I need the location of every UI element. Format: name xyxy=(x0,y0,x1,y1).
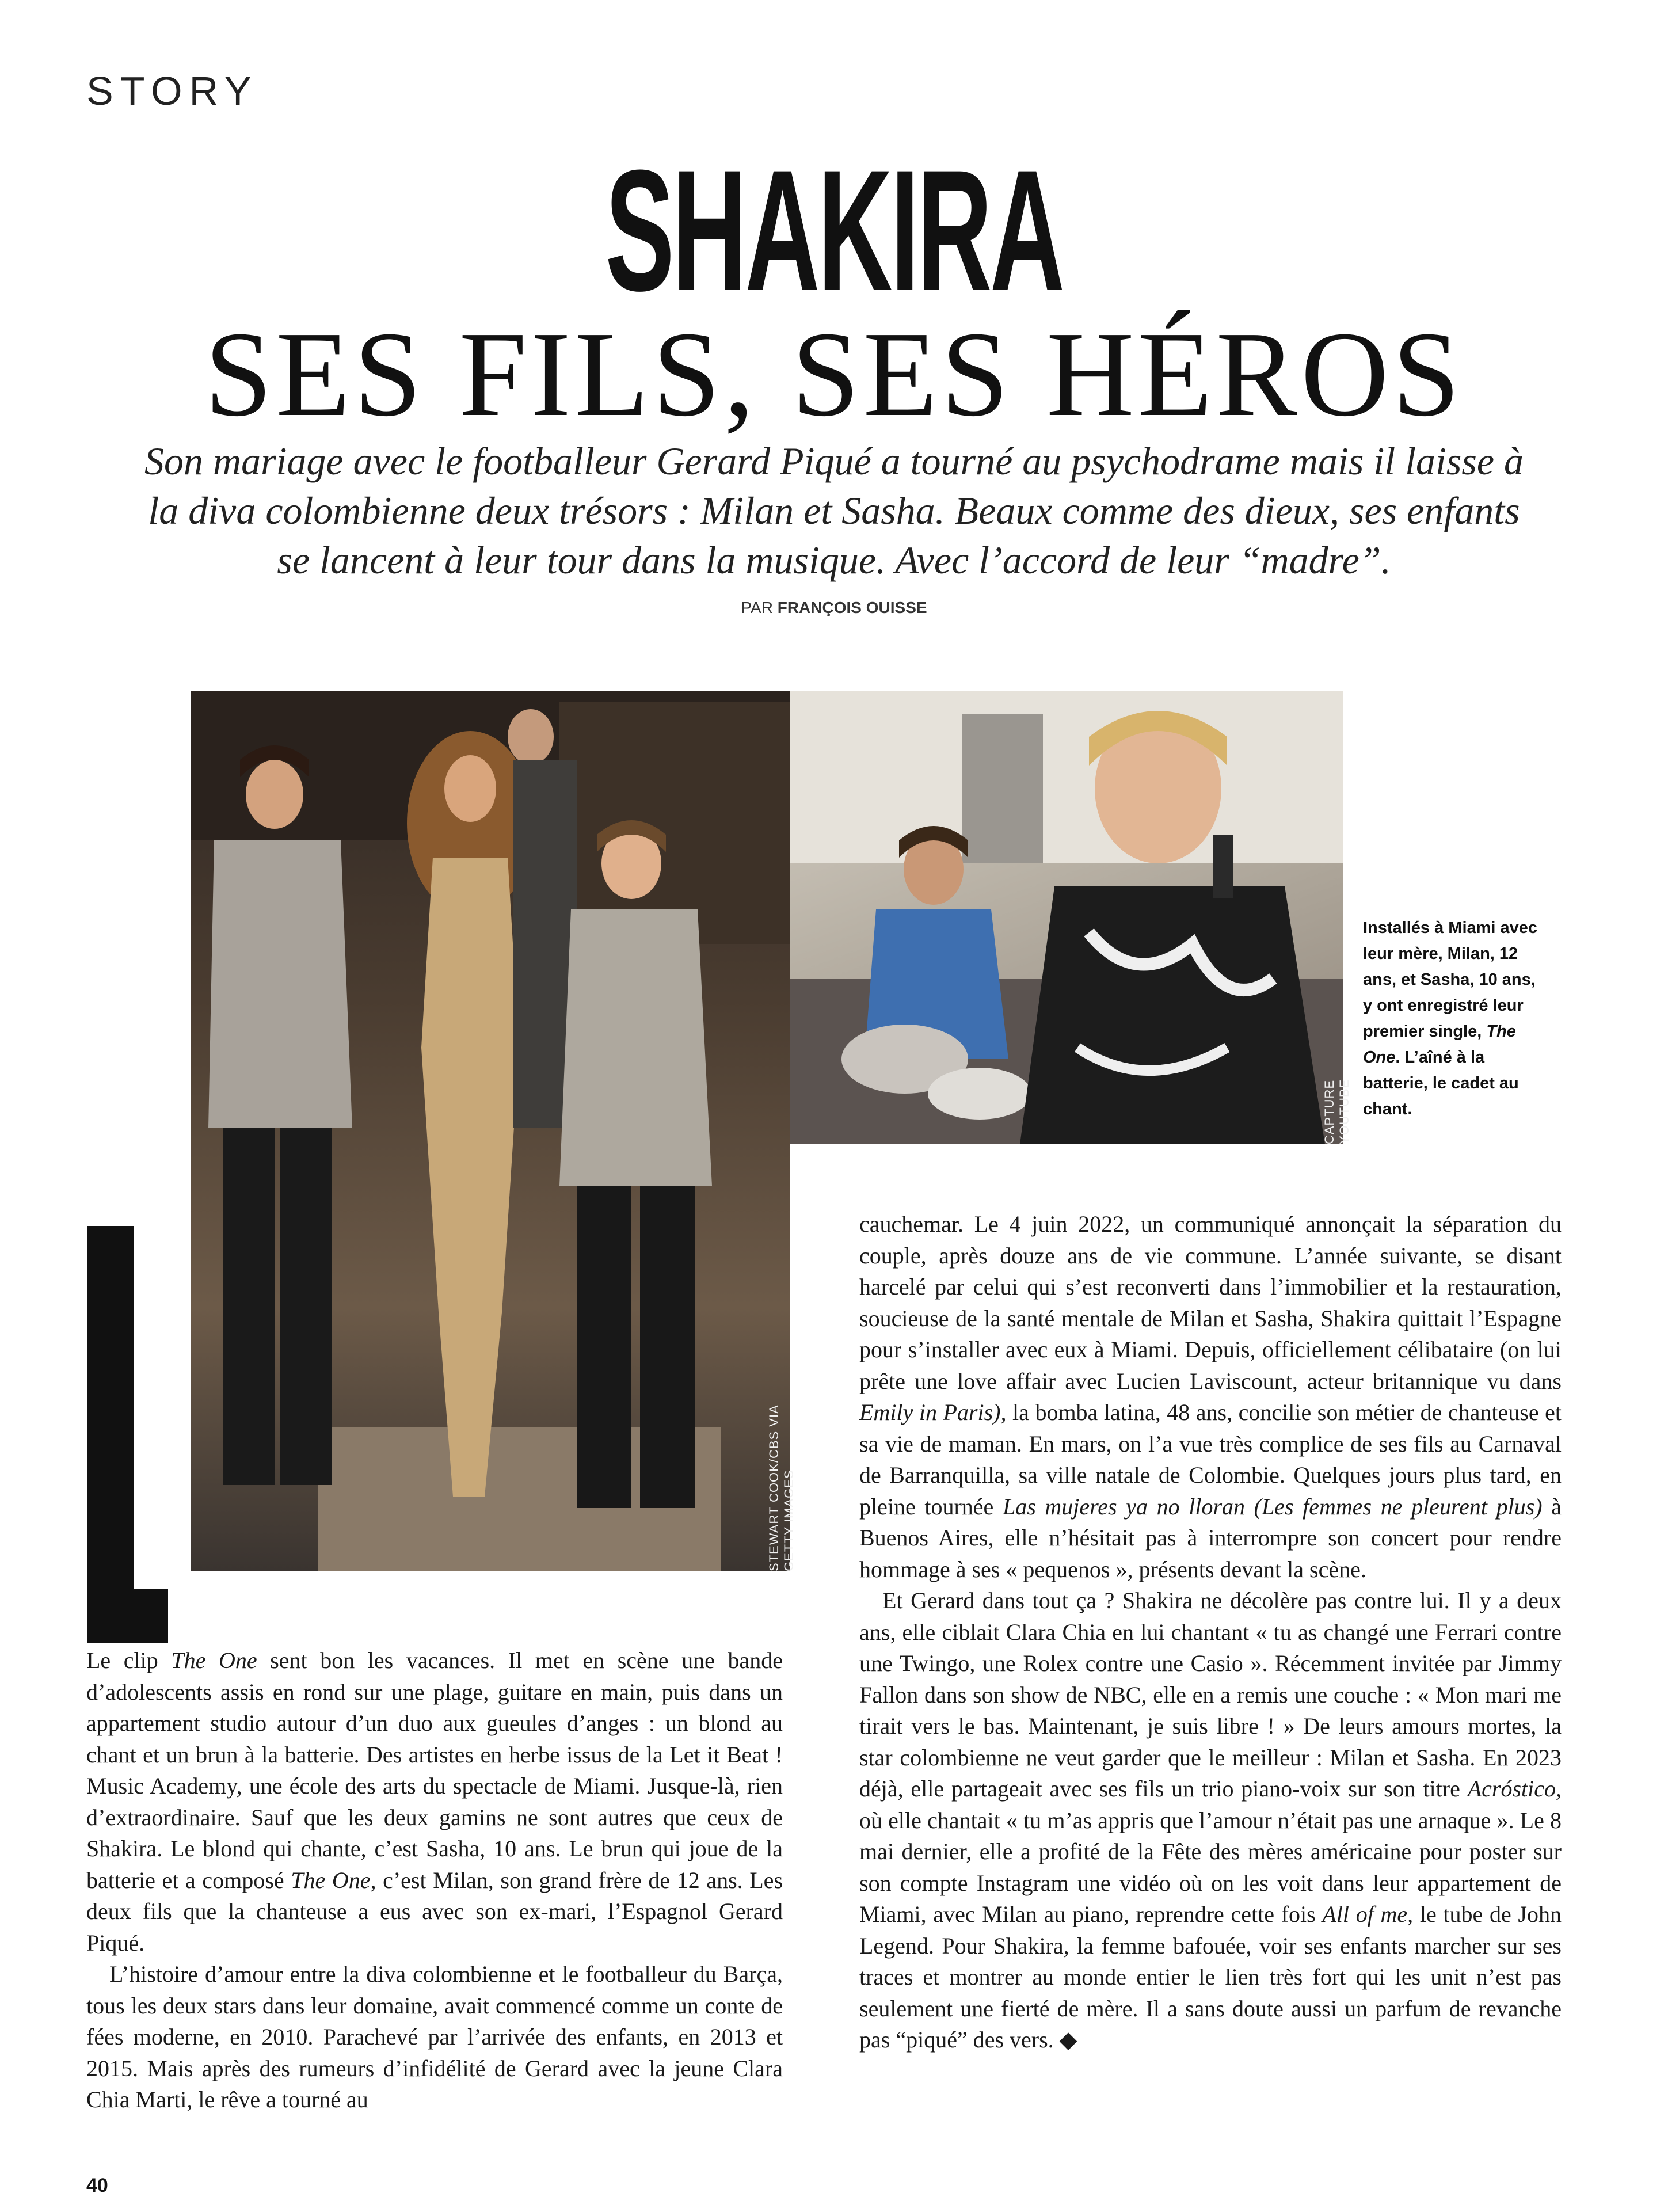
photo-right-credit: CAPTURE YOUTUBE xyxy=(1322,1079,1351,1144)
headline: SES FILS, SES HÉROS xyxy=(204,306,1464,441)
paragraph: L’histoire d’amour entre la diva colombienne et le footballeur du Barça, tous les deux stars dans leur domaine, avait commencé comme un conte de fées moderne, en 2010. Parachevé par l’arrivée des enfants, en 2013 et 2015. Mais après des rumeurs d’infidélité de Gerard avec la jeune Clara Chia Marti, le rêve a tourné au xyxy=(86,1961,783,2112)
article-column-left xyxy=(86,1645,783,2116)
dropcap-letter-foot xyxy=(134,1589,168,1643)
photo-shakira-and-sons xyxy=(191,691,796,1571)
caption-title: The One xyxy=(1363,1022,1516,1067)
page-number: 40 xyxy=(86,2175,108,2196)
paragraph: Le clip The One sent bon les vacances. Il met en scène une bande d’adolescents assis en rond sur une plage, guitare en main, puis dans un appartement studio autour d’un duo aux gueules d’anges : un blond au chant et un brun à la batterie. Des artistes en herbe issus de la Let it Beat ! Music Academy, une école des arts du spectacle de Miami. Jusque-là, rien d’extraordinaire. Sauf que les deux gamins ne sont autres que ceux de Shakira. Le blond qui chante, c’est Sasha, 10 ans. Le brun qui joue de la batterie et a composé The One, c’est Milan, son grand frère de 12 ans. Les deux fils que la chanteuse a eus avec son ex-mari, l’Espagnol Gerard Piqué. xyxy=(86,1647,783,1956)
kicker-title: SHAKIRA xyxy=(605,134,1063,327)
section-label: STORY xyxy=(86,68,258,113)
photo-main-illustration xyxy=(191,691,790,1571)
dropcap-letter xyxy=(87,1226,134,1643)
photo-main-credit: STEWART COOK/CBS VIA GETTY IMAGES xyxy=(767,1405,796,1571)
paragraph: cauchemar. Le 4 juin 2022, un communiqué annonçait la séparation du couple, après douze ans de vie commune. L’année suivante, se disant harcelé par celui qui s’est reconverti dans l’immobilier et la restauration, soucieuse de la santé mentale de Milan et Sasha, Shakira quittait l’Espagne pour s’installer avec eux à Miami. Depuis, officiellement célibataire (on lui prête une love affair avec Lucien Laviscount, acteur britannique vu dans Emily in Paris), la bomba latina, 48 ans, concilie son métier de chanteuse et sa vie de maman. En mars, on l’a vue très complice de ses fils au Carnaval de Barranquilla, sa ville natale de Colombie. Quelques jours plus tard, en pleine tournée Las mujeres ya no lloran (Les femmes ne pleurent plus) à Buenos Aires, elle n’hésitait pas à interrompre son concert pour rendre hommage à ses « pequenos », présents devant la scène. xyxy=(859,1211,1562,1582)
photo-sons-music-studio xyxy=(790,691,1351,1144)
caption-text-2: . L’aîné à la batterie, le cadet au chant. xyxy=(1363,1048,1519,1118)
byline-prefix: PAR xyxy=(741,599,773,616)
article-column-right xyxy=(859,1209,1562,2056)
caption-text-1: Installés à Miami avec leur mère, Milan, 12 ans, et Sasha, 10 ans, y ont enregistré leur premier single, xyxy=(1363,919,1538,1041)
deck: Son mariage avec le footballeur Gerard Piqué a tourné au psychodrame mais il laisse à la diva colombienne deux trésors : Milan et Sasha. Beaux comme des dieux, ses enfants se lancent à leur tour dans la musique. Avec l’accord de leur “madre”. xyxy=(144,439,1524,582)
byline xyxy=(0,599,1668,617)
photo-caption xyxy=(1363,915,1547,1122)
paragraph: Et Gerard dans tout ça ? Shakira ne décolère pas contre lui. Il y a deux ans, elle ciblait Clara Chia en lui chantant « tu as changé une Ferrari contre une Twingo, une Rolex contre une Casio ». Récemment invitée par Jimmy Fallon dans son show de NBC, elle en a remis une couche : « Mon mari me tirait vers le bas. Maintenant, je suis libre ! » De leurs amours mortes, la star colombienne ne veut garder que le meilleur : Milan et Sasha. En 2023 déjà, elle partageait avec ses fils un trio piano-voix sur son titre Acróstico, où elle chantait « tu m’as appris que l’amour n’était pas une arnaque ». Le 8 mai dernier, elle a profité de la Fête des mères américaine pour poster sur son compte Instagram une vidéo où on les voit dans leur appartement de Miami, avec Milan au piano, reprendre cette fois All of me, le tube de John Legend. Pour Shakira, la femme bafouée, voir ses enfants marcher sur ses traces et montrer au monde entier le lien très fort qui les unit n’est pas seulement une fierté de mère. Il a sans doute aussi un parfum de revanche pas “piqué” des vers. ◆ xyxy=(859,1587,1562,2053)
byline-author: FRANÇOIS OUISSE xyxy=(777,599,927,616)
photo-right-illustration xyxy=(790,691,1343,1144)
